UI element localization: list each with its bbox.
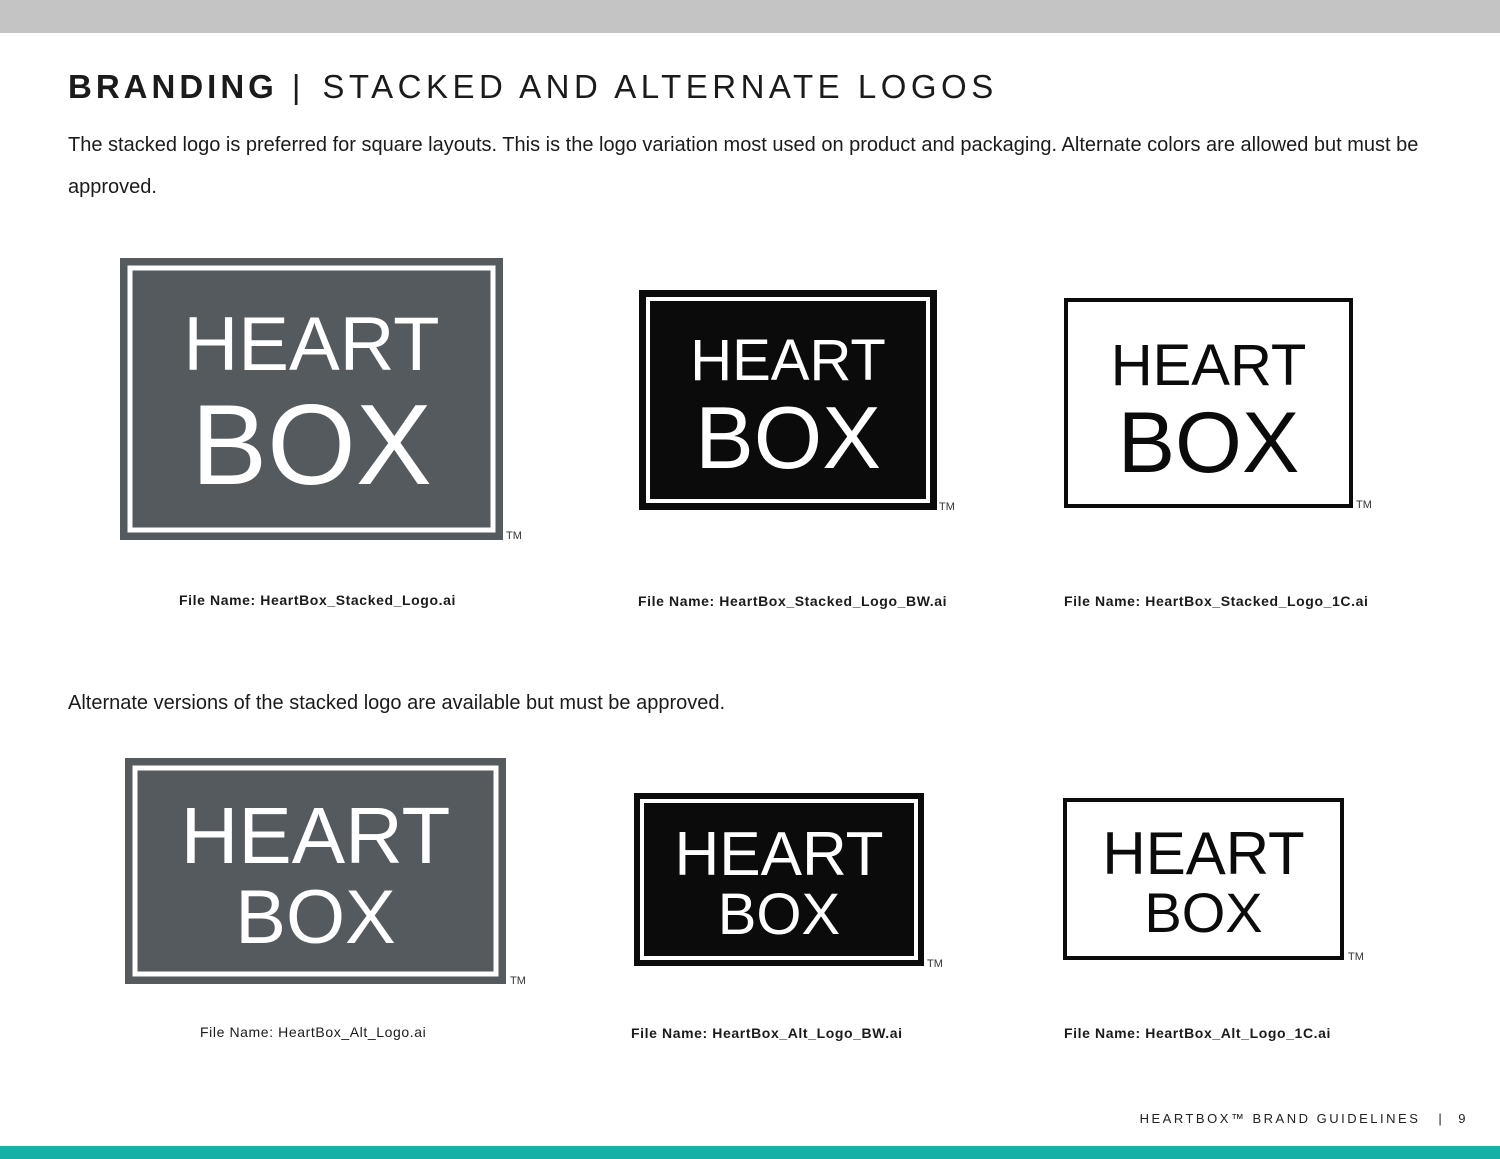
page-number: 9 <box>1458 1111 1468 1126</box>
stacked-logo-black <box>639 290 937 510</box>
stacked-logo-one-color <box>1064 298 1353 508</box>
caption-stacked-logo-bw: File Name: HeartBox_Stacked_Logo_BW.ai <box>638 593 948 609</box>
logo-word-heart: HEART <box>1102 820 1305 887</box>
footer-separator: | <box>1438 1111 1445 1126</box>
logo-word-box: BOX <box>191 382 432 509</box>
alt-logo-black <box>634 793 924 966</box>
trademark: TM <box>506 530 522 542</box>
logo-word-box: BOX <box>1117 395 1300 491</box>
footer-brand: HEARTBOX™ BRAND GUIDELINES <box>1139 1111 1421 1126</box>
heartbox-logo-graphic <box>125 758 506 984</box>
page-title <box>68 68 998 106</box>
caption-stacked-logo-1c: File Name: HeartBox_Stacked_Logo_1C.ai <box>1064 593 1369 609</box>
trademark: TM <box>1348 951 1364 963</box>
alt-logo-gray <box>125 758 506 984</box>
logo-word-box: BOX <box>717 882 841 947</box>
heartbox-logo-graphic <box>1063 798 1344 960</box>
trademark: TM <box>939 501 955 513</box>
logo-word-heart: HEART <box>674 820 884 889</box>
alternate-intro-paragraph: Alternate versions of the stacked logo are available but must be approved. <box>68 692 726 714</box>
title-section: BRANDING <box>68 68 278 105</box>
title-subsection: STACKED AND ALTERNATE LOGOS <box>322 68 998 105</box>
heartbox-logo-graphic <box>120 258 503 540</box>
logo-word-heart: HEART <box>690 328 886 393</box>
logo-word-box: BOX <box>695 388 881 487</box>
caption-alt-logo-1c: File Name: HeartBox_Alt_Logo_1C.ai <box>1064 1025 1332 1041</box>
caption-stacked-logo: File Name: HeartBox_Stacked_Logo.ai <box>179 592 456 608</box>
logo-word-heart: HEART <box>180 791 451 880</box>
page-footer <box>1140 1111 1468 1126</box>
heartbox-logo-graphic <box>639 290 937 510</box>
alt-logo-one-color <box>1063 798 1344 960</box>
logo-word-box: BOX <box>1144 881 1263 944</box>
trademark: TM <box>927 958 943 970</box>
logo-word-box: BOX <box>235 875 396 960</box>
top-bar <box>0 0 1500 33</box>
caption-alt-logo-bw: File Name: HeartBox_Alt_Logo_BW.ai <box>631 1025 903 1041</box>
trademark: TM <box>1356 499 1372 511</box>
logo-word-heart: HEART <box>1110 333 1307 398</box>
trademark: TM <box>510 975 526 987</box>
stacked-logo-gray <box>120 258 503 540</box>
heartbox-logo-graphic <box>634 793 924 966</box>
caption-alt-logo: File Name: HeartBox_Alt_Logo.ai <box>200 1024 427 1040</box>
title-separator: | <box>291 68 305 105</box>
heartbox-logo-graphic <box>1064 298 1353 508</box>
logo-word-heart: HEART <box>183 302 440 387</box>
bottom-accent-bar <box>0 1146 1500 1159</box>
intro-paragraph: The stacked logo is preferred for square layouts. This is the logo variation most used on product and packaging. Alternate colors are allowed but must be approved. <box>68 134 1419 198</box>
